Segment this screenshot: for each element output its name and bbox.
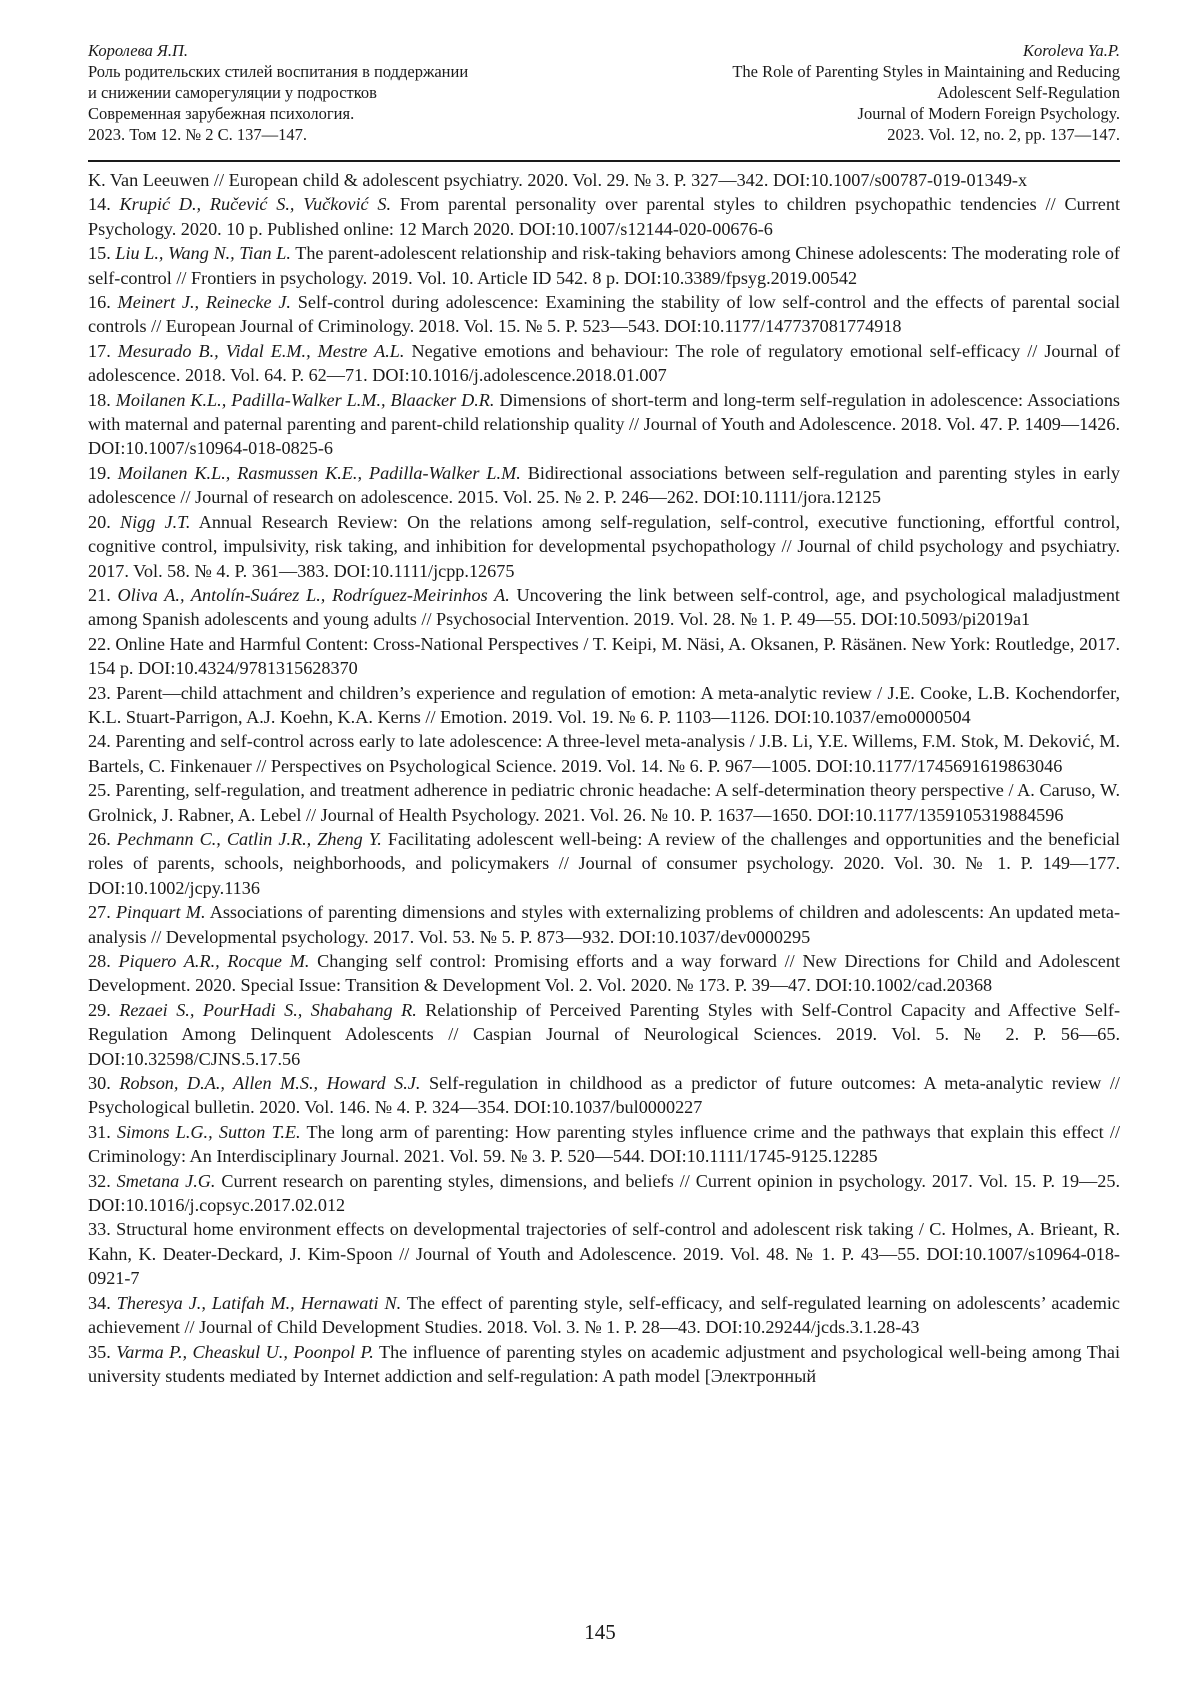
reference-number: 35. — [88, 1341, 111, 1362]
reference-authors: Rezaei S., PourHadi S., Shabahang R. — [119, 999, 417, 1020]
reference-entry — [88, 1217, 1120, 1290]
reference-text: The effect of parenting style, self-efficacy, and self-regulated learning on adolescents’ academic achievement // Journal of Child Development Studies. 2018. Vol. 3. № 1. P. 28—43. DOI:10.29244/jcds.3.1.28-43 — [88, 1292, 1120, 1338]
header-line: Journal of Modern Foreign Psychology. — [857, 104, 1120, 123]
reference-number: 22. — [88, 633, 111, 654]
reference-entry — [88, 1291, 1120, 1340]
reference-number: 30. — [88, 1073, 111, 1094]
reference-text: The long arm of parenting: How parenting styles influence crime and the pathways that explain this effect // Criminology: An Interdisciplinary Journal. 2021. Vol. 59. № 3. P. 520—544. DOI:10.1111/1745-9125.12285 — [88, 1121, 1121, 1167]
reference-text: Parenting, self-regulation, and treatment adherence in pediatric chronic headache: A self-determination theory perspective / A. Caruso, W. Grolnick, J. Rabner, A. Lebel // Journal of Health Psychology. 2021. Vol. 26. № 10. P. 1637—1650. DOI:10.1177/1359105319884596 — [88, 780, 1121, 825]
reference-entry — [88, 168, 1120, 192]
reference-number: 16. — [88, 292, 111, 313]
reference-number: 26. — [88, 828, 111, 849]
reference-number: 31. — [88, 1121, 111, 1142]
reference-entry — [88, 900, 1120, 949]
reference-entry — [88, 827, 1120, 900]
header-divider — [88, 160, 1120, 162]
reference-text: The parent-adolescent relationship and risk-taking behaviors among Chinese adolescents: The moderating role of self-control // Frontiers in psychology. 2019. Vol. 10. Article ID 542. 8 p. DOI:10.3389/fpsyg.2019.00542 — [88, 243, 1120, 288]
header-author-ru: Королева Я.П. — [88, 41, 189, 60]
reference-entry — [88, 339, 1120, 388]
header-author-en: Koroleva Ya.P. — [1022, 41, 1120, 60]
reference-authors: Moilanen K.L., Padilla-Walker L.M., Blaacker D.R. — [115, 389, 495, 410]
header-line: Adolescent Self-Regulation — [937, 83, 1120, 102]
reference-number: 19. — [88, 462, 111, 483]
header-line: Роль родительских стилей воспитания в поддержании — [88, 62, 469, 81]
reference-authors: Pechmann C., Catlin J.R., Zheng Y. — [116, 828, 382, 849]
running-header — [88, 40, 1120, 152]
page-number: 145 — [584, 1620, 616, 1644]
reference-entry — [88, 1340, 1120, 1389]
reference-number: 34. — [88, 1292, 111, 1313]
reference-text: Annual Research Review: On the relations among self-regulation, self-control, executive functioning, effortful control, cognitive control, impulsivity, risk taking, and inhibition for developmental psychopathology // Journal of child psychology and psychiatry. 2017. Vol. 58. № 4. P. 361—383. DOI:10.1111/jcpp.12675 — [88, 511, 1120, 581]
reference-entry — [88, 632, 1120, 681]
reference-authors: Varma P., Cheaskul U., Poonpol P. — [116, 1341, 374, 1362]
reference-text: Facilitating adolescent well-being: A review of the challenges and opportunities and the beneficial roles of parents, schools, neighborhoods, and policymakers // Journal of consumer psychology. 2020. Vol. 30. № 1. P. 149—177. DOI:10.1002/jcpy.1136 — [88, 828, 1121, 898]
reference-text: Relationship of Perceived Parenting Styles with Self-Control Capacity and Affective Self-Regulation Among Delinquent Adolescents // Caspian Journal of Neurological Sciences. 2019. Vol. 5. № 2. P. 56—65. DOI:10.32598/CJNS.5.17.56 — [88, 999, 1121, 1069]
reference-entry — [88, 1120, 1120, 1169]
reference-entry — [88, 461, 1120, 510]
reference-authors: Robson, D.A., Allen M.S., Howard S.J. — [119, 1073, 421, 1094]
reference-authors: Theresya J., Latifah M., Hernawati N. — [116, 1292, 402, 1313]
header-line: Современная зарубежная психология. — [88, 104, 355, 123]
header-line: и снижении саморегуляции у подростков — [88, 83, 377, 102]
reference-authors: Liu L., Wang N., Tian L. — [115, 243, 291, 264]
reference-text: Parent—child attachment and children’s experience and regulation of emotion: A meta-analytic review / J.E. Cooke, L.B. Kochendorfer, K.L. Stuart-Parrigon, A.J. Koehn, K.A. Kerns // Emotion. 2019. Vol. 19. № 6. P. 1103—1126. DOI:10.1037/emo0000504 — [88, 682, 1120, 727]
reference-entry — [88, 388, 1120, 461]
reference-text: Current research on parenting styles, dimensions, and beliefs // Current opinion in psychology. 2017. Vol. 15. P. 19—25. DOI:10.1016/j.copsyc.2017.02.012 — [88, 1170, 1121, 1216]
reference-text: Structural home environment effects on developmental trajectories of self-control and adolescent risk taking / C. Holmes, A. Brieant, R. Kahn, K. Deater-Deckard, J. Kim-Spoon // Journal of Youth and Adolescence. 2019. Vol. 48. № 1. P. 43—55. DOI:10.1007/s10964-018-0921-7 — [88, 1219, 1120, 1289]
reference-number: 25. — [88, 780, 111, 801]
reference-authors: Smetana J.G. — [116, 1170, 216, 1191]
reference-text: Bidirectional associations between self-regulation and parenting styles in early adolescence // Journal of research on adolescence. 2015. Vol. 25. № 2. P. 246—262. DOI:10.1111/jora.12125 — [88, 462, 1121, 508]
header-line: The Role of Parenting Styles in Maintaining and Reducing — [732, 62, 1120, 81]
reference-entry — [88, 290, 1120, 339]
reference-entry — [88, 510, 1120, 583]
reference-number: 17. — [88, 340, 111, 361]
reference-authors: Pinquart M. — [115, 902, 206, 923]
reference-number: 24. — [88, 731, 111, 752]
reference-text: Changing self control: Promising efforts and a way forward // New Directions for Child and Adolescent Development. 2020. Special Issue: Transition & Development Vol. 2. Vol. 2020. № 173. P. 39—47. DOI:10.1002/cad.20368 — [88, 951, 1120, 996]
reference-number: 20. — [88, 511, 111, 532]
reference-text: The influence of parenting styles on academic adjustment and psychological well-being among Thai university students mediated by Internet addiction and self-regulation: A path model [Электронный — [88, 1341, 1121, 1386]
reference-entry — [88, 778, 1120, 827]
reference-text: Self-control during adolescence: Examining the stability of low self-control and the effects of parental social controls // European Journal of Criminology. 2018. Vol. 15. № 5. P. 523—543. DOI:10.1177/147737081774918 — [88, 292, 1120, 337]
reference-number: 28. — [88, 951, 111, 971]
reference-authors: Simons L.G., Sutton T.E. — [116, 1121, 301, 1142]
reference-list — [88, 168, 1120, 1388]
reference-number: 21. — [88, 584, 111, 605]
reference-entry — [88, 949, 1120, 998]
reference-number: 32. — [88, 1170, 111, 1191]
reference-entry — [88, 681, 1120, 730]
reference-text: Online Hate and Harmful Content: Cross-National Perspectives / T. Keipi, M. Näsi, A. Oksanen, P. Räsänen. New York: Routledge, 2017. 154 p. DOI:10.4324/9781315628370 — [88, 633, 1120, 679]
reference-authors: Krupić D., Ručević S., Vučković S. — [119, 194, 392, 215]
reference-authors: Nigg J.T. — [119, 511, 191, 532]
header-right-english — [732, 40, 1120, 145]
reference-authors: Meinert J., Reinecke J. — [117, 292, 291, 313]
reference-number: 27. — [88, 902, 111, 923]
reference-authors: Oliva A., Antolín-Suárez L., Rodríguez-Meirinhos A. — [117, 584, 510, 605]
reference-number: 14. — [88, 194, 111, 215]
header-left-russian — [88, 40, 468, 145]
header-line: 2023. Том 12. № 2 С. 137—147. — [88, 125, 307, 144]
reference-text: Self-regulation in childhood as a predictor of future outcomes: A meta-analytic review // Psychological bulletin. 2020. Vol. 146. № 4. P. 324—354. DOI:10.1037/bul0000227 — [88, 1073, 1120, 1118]
reference-entry — [88, 192, 1120, 241]
reference-number: 33. — [88, 1219, 111, 1240]
reference-number: 15. — [88, 243, 111, 264]
reference-text: Negative emotions and behaviour: The role of regulatory emotional self-efficacy // Journal of adolescence. 2018. Vol. 64. P. 62—71. DOI:10.1016/j.adolescence.2018.01.007 — [88, 340, 1121, 386]
header-line: 2023. Vol. 12, no. 2, pp. 137—147. — [887, 125, 1120, 144]
reference-number: 18. — [88, 389, 111, 410]
reference-entry — [88, 1169, 1120, 1218]
reference-number: 29. — [88, 999, 111, 1020]
reference-authors: Moilanen K.L., Rasmussen K.E., Padilla-Walker L.M. — [117, 462, 521, 483]
reference-authors: Piquero A.R., Rocque M. — [118, 951, 310, 971]
reference-entry — [88, 1071, 1120, 1120]
reference-entry — [88, 583, 1120, 632]
reference-text: K. Van Leeuwen // European child & adolescent psychiatry. 2020. Vol. 29. № 3. P. 327—342. DOI:10.1007/s00787-019-01349-x — [88, 170, 1028, 190]
reference-entry — [88, 729, 1120, 778]
reference-text: Dimensions of short-term and long-term self-regulation in adolescence: Associations with maternal and paternal parenting and parent-child relationship quality // Journal of Youth and Adolescence. 2018. Vol. 47. P. 1409—1426. DOI:10.1007/s10964-018-0825-6 — [88, 389, 1120, 459]
reference-entry — [88, 998, 1120, 1071]
reference-text: Parenting and self-control across early to late adolescence: A three-level meta-analysis / J.B. Li, Y.E. Willems, F.M. Stok, M. Deković, M. Bartels, C. Finkenauer // Perspectives on Psychological Science. 2019. Vol. 14. № 6. P. 967—1005. DOI:10.1177/1745691619863046 — [88, 731, 1121, 776]
reference-entry — [88, 241, 1120, 290]
reference-number: 23. — [88, 682, 111, 703]
reference-text: Uncovering the link between self-control, age, and psychological maladjustment among Spanish adolescents and young adults // Psychosocial Intervention. 2019. Vol. 28. № 1. P. 49—55. DOI:10.5093/pi2019a1 — [88, 584, 1120, 630]
reference-text: Associations of parenting dimensions and styles with externalizing problems of children and adolescents: An updated meta-analysis // Developmental psychology. 2017. Vol. 53. № 5. P. 873—932. DOI:10.1037/dev0000295 — [88, 902, 1121, 947]
reference-authors: Mesurado B., Vidal E.M., Mestre A.L. — [117, 340, 405, 361]
reference-text: From parental personality over parental styles to children psychopathic tendencies // Current Psychology. 2020. 10 p. Published online: 12 March 2020. DOI:10.1007/s12144-020-00676-6 — [88, 194, 1120, 239]
